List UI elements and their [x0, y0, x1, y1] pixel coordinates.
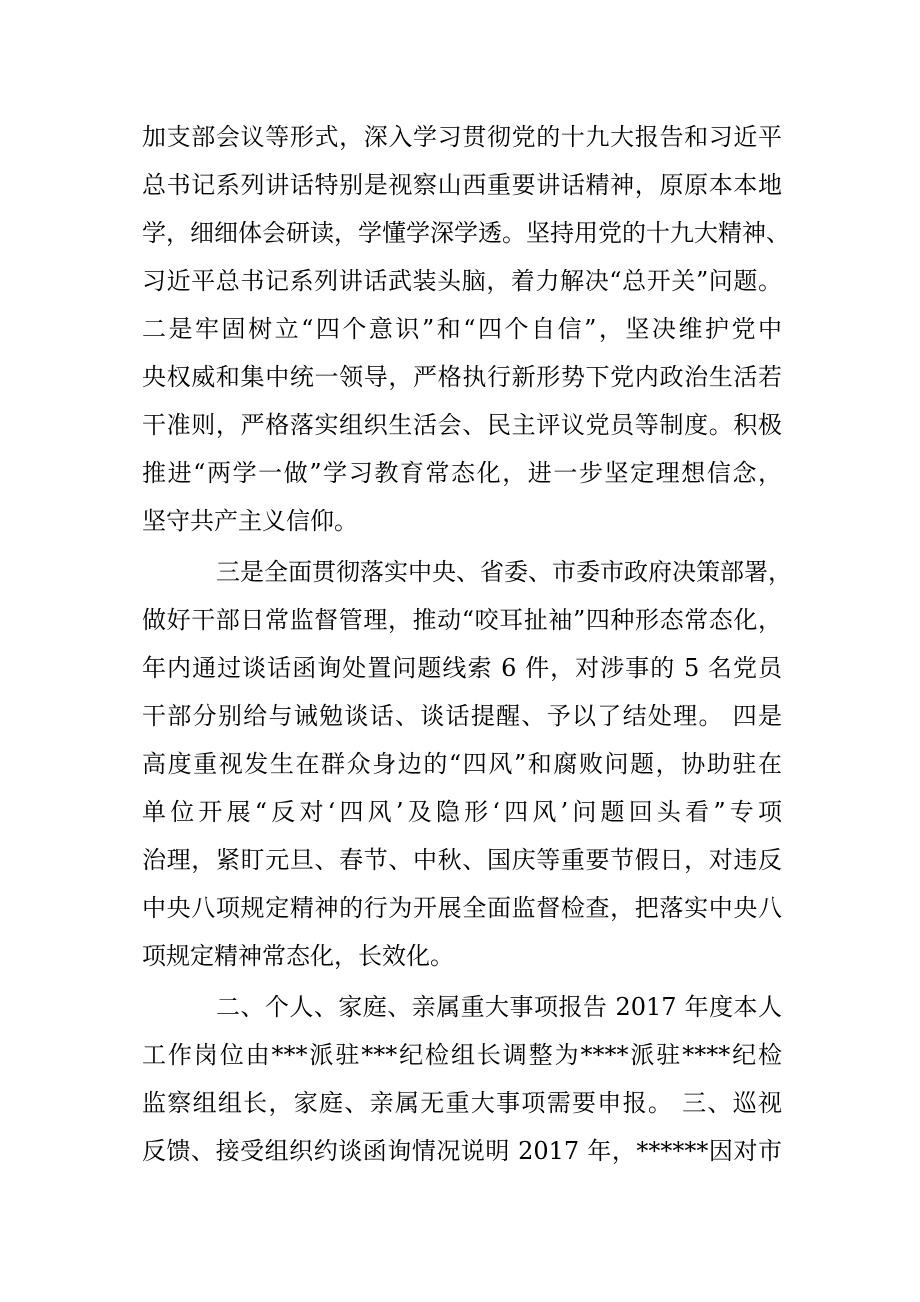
text-line: 做好干部日常监督管理，推动“咬耳扯袖”四种形态常态化，	[142, 606, 782, 634]
text-line: 习近平总书记系列讲话武装头脑，着力解决“总开关”问题。	[142, 267, 782, 295]
text-line: 学，细细体会研读，学懂学深学透。坚持用党的十九大精神、	[142, 219, 790, 247]
paragraph-3	[142, 983, 782, 1175]
text-line: 二是牢固树立“四个意识”和“四个自信”，坚决维护党中	[142, 315, 782, 343]
text-line: 加支部会议等形式，深入学习贯彻党的十九大报告和习近平	[142, 123, 782, 151]
text-line: 三是全面贯彻落实中央、省委、市委市政府决策部署，	[216, 558, 792, 586]
text-line: 干部分别给与诫勉谈话、谈话提醒、予以了结处理。 四是	[142, 702, 782, 730]
text-line: 干准则，严格落实组织生活会、民主评议党员等制度。积极	[142, 411, 782, 439]
document-body	[142, 113, 792, 1175]
text-line: 央权威和集中统一领导，严格执行新形势下党内政治生活若	[142, 363, 782, 391]
text-line: 监察组组长，家庭、亲属无重大事项需要申报。 三、巡视	[142, 1089, 782, 1117]
text-line: 总书记系列讲话特别是视察山西重要讲话精神，原原本本地	[142, 171, 782, 199]
text-line: 单位开展“反对‘四风’及隐形‘四风’问题回头看”专项	[142, 798, 782, 826]
paragraph-2	[142, 548, 792, 980]
text-line: 坚守共产主义信仰。	[142, 507, 358, 535]
text-line: 高度重视发生在群众身边的“四风”和腐败问题，协助驻在	[142, 750, 782, 778]
text-line: 中央八项规定精神的行为开展全面监督检查，把落实中央八	[142, 894, 782, 922]
paragraph-1	[142, 113, 790, 545]
text-line: 年内通过谈话函询处置问题线索 6 件，对涉事的 5 名党员	[142, 654, 782, 682]
text-line: 治理，紧盯元旦、春节、中秋、国庆等重要节假日，对违反	[142, 846, 782, 874]
text-line: 推进“两学一做”学习教育常态化，进一步坚定理想信念，	[142, 459, 782, 487]
text-line: 二、个人、家庭、亲属重大事项报告 2017 年度本人	[216, 993, 782, 1021]
text-line: 工作岗位由***派驻***纪检组长调整为****派驻****纪检	[142, 1041, 782, 1069]
text-line: 项规定精神常态化，长效化。	[142, 942, 454, 970]
text-line: 反馈、接受组织约谈函询情况说明 2017 年，******因对市	[142, 1137, 782, 1165]
